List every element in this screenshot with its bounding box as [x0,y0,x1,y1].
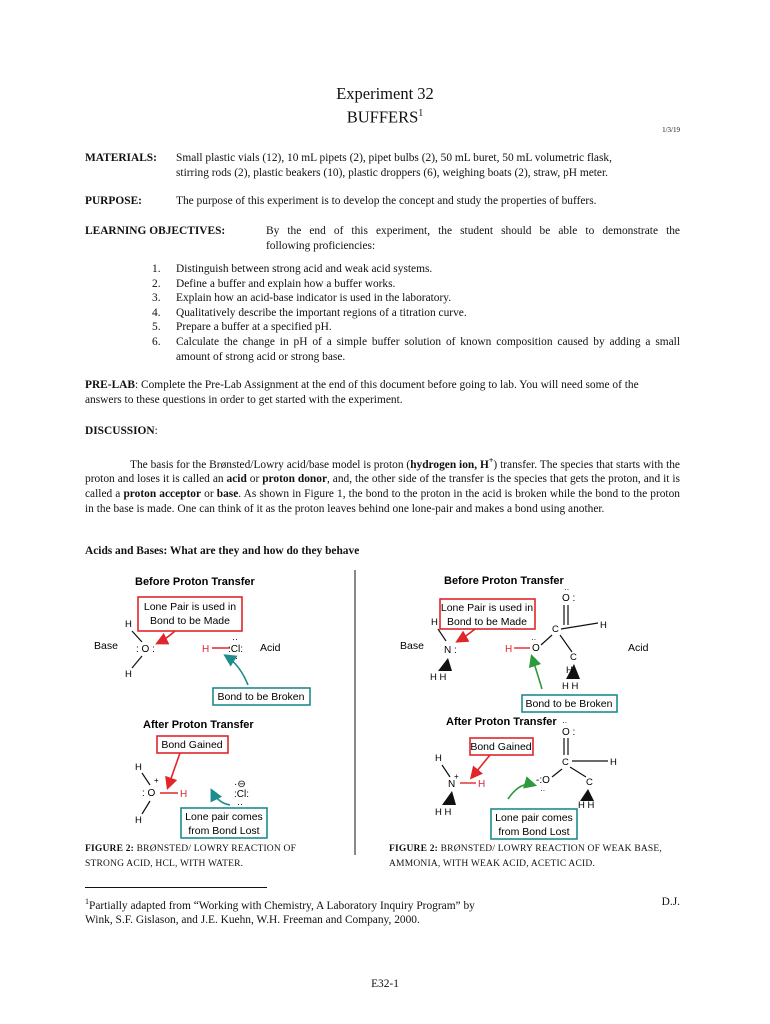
objective-number: 3. [152,292,161,305]
svg-text:H H: H H [578,800,595,811]
objective-number: 5. [152,321,161,334]
svg-text:H: H [180,789,188,800]
left-lone-from-line2: from Bond Lost [188,825,260,837]
page-number: E32-1 [371,978,399,990]
left-acid-label: Acid [260,642,281,654]
discussion-heading [85,424,158,439]
objective-number: 2. [152,277,161,290]
figure-left [94,576,310,838]
objective-number: 4. [152,306,161,319]
left-water-h-top: H [125,619,132,630]
svg-text:+: + [454,772,459,781]
svg-text:H: H [135,762,142,773]
left-red-arrow-1 [158,631,175,643]
objective-text: Distinguish between strong acid and weak acid systems. [176,263,433,275]
purpose-label: PURPOSE: [85,195,142,207]
left-bond-gained: Bond Gained [161,739,223,751]
right-bond-gained: Bond Gained [470,741,532,753]
right-figure-caption [389,842,669,872]
svg-text:H: H [135,815,142,826]
svg-text:H H: H H [562,681,579,692]
right-lone-from-line1: Lone pair comes [495,812,573,824]
right-caption-text: BRØNSTED/ LOWRY REACTION OF WEAK BASE, AMMONIA, WITH WEAK ACID, ACETIC ACID. [389,844,662,869]
objective-number: 1. [152,263,161,275]
objective-text: Define a buffer and explain how a buffer works. [176,277,396,290]
objective-item [152,291,680,306]
objective-item [152,335,680,364]
svg-text:H: H [431,617,438,628]
left-bond-broken: Bond to be Broken [217,691,305,703]
objectives-line-2: following proficiencies: [266,239,376,252]
proton-transfer-figures [80,565,680,865]
acids-bases-heading: Acids and Bases: What are they and how do they behave [85,545,360,557]
discussion-bold-hydrogen: hydrogen ion, H [410,458,489,471]
right-red-arrow-1 [458,629,475,641]
svg-text:H H: H H [435,807,452,818]
title-footnote-marker: 1 [418,108,424,119]
objective-item [152,277,680,292]
right-bond-broken: Bond to be Broken [525,698,613,710]
svg-text:C: C [552,624,559,635]
footnote-text: Partially adapted from “Working with Chemistry, A Laboratory Inquiry Program” by [89,899,475,912]
svg-text:··: ·· [232,634,238,644]
svg-text:··: ·· [237,799,243,809]
left-red-arrow-2 [168,753,180,787]
left-before-heading: Before Proton Transfer [135,576,255,588]
svg-text:··: ·· [564,585,570,594]
right-before-heading: Before Proton Transfer [444,575,564,587]
right-acid-label: Acid [628,642,649,654]
left-figure-caption [85,842,335,872]
discussion-bold-proton-donor: proton donor [262,473,327,486]
left-caption-text: BRØNSTED/ LOWRY REACTION OF STRONG ACID, HCL, WITH WATER. [85,844,297,869]
left-water-o: : O : [136,644,155,655]
discussion-bold-proton-acceptor: proton acceptor [123,487,202,500]
right-lone-pair-line2: Bond to be Made [447,616,527,628]
discussion-label: DISCUSSION [85,425,155,437]
materials-line-1: Small plastic vials (12), 10 mL pipets (2), pipet bulbs (2), 50 mL buret, 50 mL volumetric flask, [176,152,612,164]
title-text: BUFFERS [346,107,419,127]
right-green-arrow-2 [508,784,534,799]
right-base-label: Base [400,640,424,652]
objective-number: 6. [152,335,161,348]
left-lone-pair-line1: Lone Pair is used in [143,601,237,613]
svg-text:N: N [448,779,456,790]
svg-text:C: C [586,777,593,788]
footnote [85,895,680,928]
svg-text::Cl:: :Cl: [234,789,249,800]
objective-text: Explain how an acid-base indicator is used in the laboratory. [176,292,452,305]
objective-text: Qualitatively describe the important regions of a titration curve. [176,306,467,319]
discussion-paragraph [85,454,680,516]
footnote-line-1 [85,895,680,913]
discussion-bold-base: base [216,487,239,500]
discussion-text-2: ) transfer. The species that starts with the proton and loses it is called an [85,458,680,486]
discussion-text-4: . As shown in Figure 1, the bond to the proton in the acid is broken while the bond to the proton in the base is made. One can think of it as the proton leaves behind one lone-pair and makes a bond using another. [85,487,680,515]
svg-text:H H: H H [430,672,447,683]
right-lone-from-line2: from Bond Lost [498,826,570,838]
footnote-rule [85,887,267,888]
svg-text:H: H [435,753,442,764]
right-after-heading: After Proton Transfer [446,716,557,728]
svg-text:: O: : O [142,788,156,799]
left-acid-cl: :Cl: [228,644,243,655]
left-teal-arrow-2 [212,791,230,805]
objective-text: Prepare a buffer at a specified pH. [176,321,332,334]
svg-text:O :: O : [562,727,576,738]
left-base-label: Base [94,640,118,652]
right-lone-pair-line1: Lone Pair is used in [440,602,534,614]
materials-text [176,151,686,180]
svg-text:-:O: -:O [536,775,550,786]
left-lone-pair-line2: Bond to be Made [150,615,230,627]
objective-item [152,306,680,321]
objectives-intro [266,224,680,253]
objective-item [152,320,680,335]
svg-text:H: H [600,620,607,631]
prelab-text: : Complete the Pre-Lab Assignment at the end of this document before going to lab. You will need some of the answers to these questions in order to get started with the experiment. [85,379,639,406]
objectives-line-1: By the end of this experiment, the student should be able to demonstrate the [266,225,680,237]
svg-text:H: H [610,757,617,768]
svg-text:O :: O : [562,593,576,604]
figure-right [400,575,649,839]
svg-text:O: O [532,643,540,654]
title-line-1: Experiment 32 [336,84,434,103]
prelab-paragraph [85,378,675,407]
discussion-bold-acid: acid [226,473,247,486]
prelab-label: PRE-LAB [85,379,135,391]
left-water-h-bottom: H [125,669,132,680]
objectives-list [152,262,680,364]
materials-label: MATERIALS: [85,152,157,164]
right-red-arrow-2 [472,755,490,777]
svg-text:··: ·· [562,718,568,727]
purpose-text: The purpose of this experiment is to develop the concept and study the properties of buffers. [176,195,597,207]
objectives-label: LEARNING OBJECTIVES: [85,225,226,237]
discussion-text-or-1: or [246,473,263,486]
svg-text:H: H [566,665,573,676]
left-acid-h: H [202,644,210,655]
discussion-text-3: , and, the other side of the transfer is the species that gets the proton, and it is called a [85,473,680,500]
footnote-line-2: Wink, S.F. Gislason, and J.E. Kuehn, W.H. Freeman and Company, 2000. [85,914,420,927]
svg-text:H: H [505,644,513,655]
right-green-arrow-1 [532,657,542,689]
svg-text:··: ·· [531,654,537,663]
left-after-heading: After Proton Transfer [143,719,254,731]
svg-text:··: ·· [232,653,238,663]
revision-date: 1/3/19 [662,126,680,134]
discussion-text-1: The basis for the Brønsted/Lowry acid/base model is proton ( [130,458,411,471]
discussion-colon: : [154,425,158,437]
discussion-text-or-2: or [201,487,217,500]
svg-text:C: C [562,757,569,768]
svg-text:··: ·· [531,635,537,644]
left-lone-from-line1: Lone pair comes [185,811,263,823]
footnote-marker: 1 [85,897,89,906]
svg-text:··: ·· [540,786,546,795]
svg-text:+: + [154,776,159,785]
svg-text:N :: N : [444,645,457,656]
materials-line-2: stirring rods (2), plastic beakers (10), plastic droppers (6), weighing boats (2), straw, pH meter. [176,166,608,179]
svg-text:C: C [570,652,577,663]
discussion-sup-plus: + [488,456,494,465]
title-line-2 [0,104,770,128]
objective-item [152,262,680,277]
left-caption-label: FIGURE 2: [85,844,135,854]
svg-text:H: H [478,779,486,790]
objective-text: Calculate the change in pH of a simple buffer solution of known composition caused by adding a small amount of strong acid or strong base. [176,335,680,363]
svg-text:·⊖: ·⊖ [234,779,246,790]
right-caption-label: FIGURE 2: [389,844,439,854]
footnote-initials: D.J. [661,896,680,908]
